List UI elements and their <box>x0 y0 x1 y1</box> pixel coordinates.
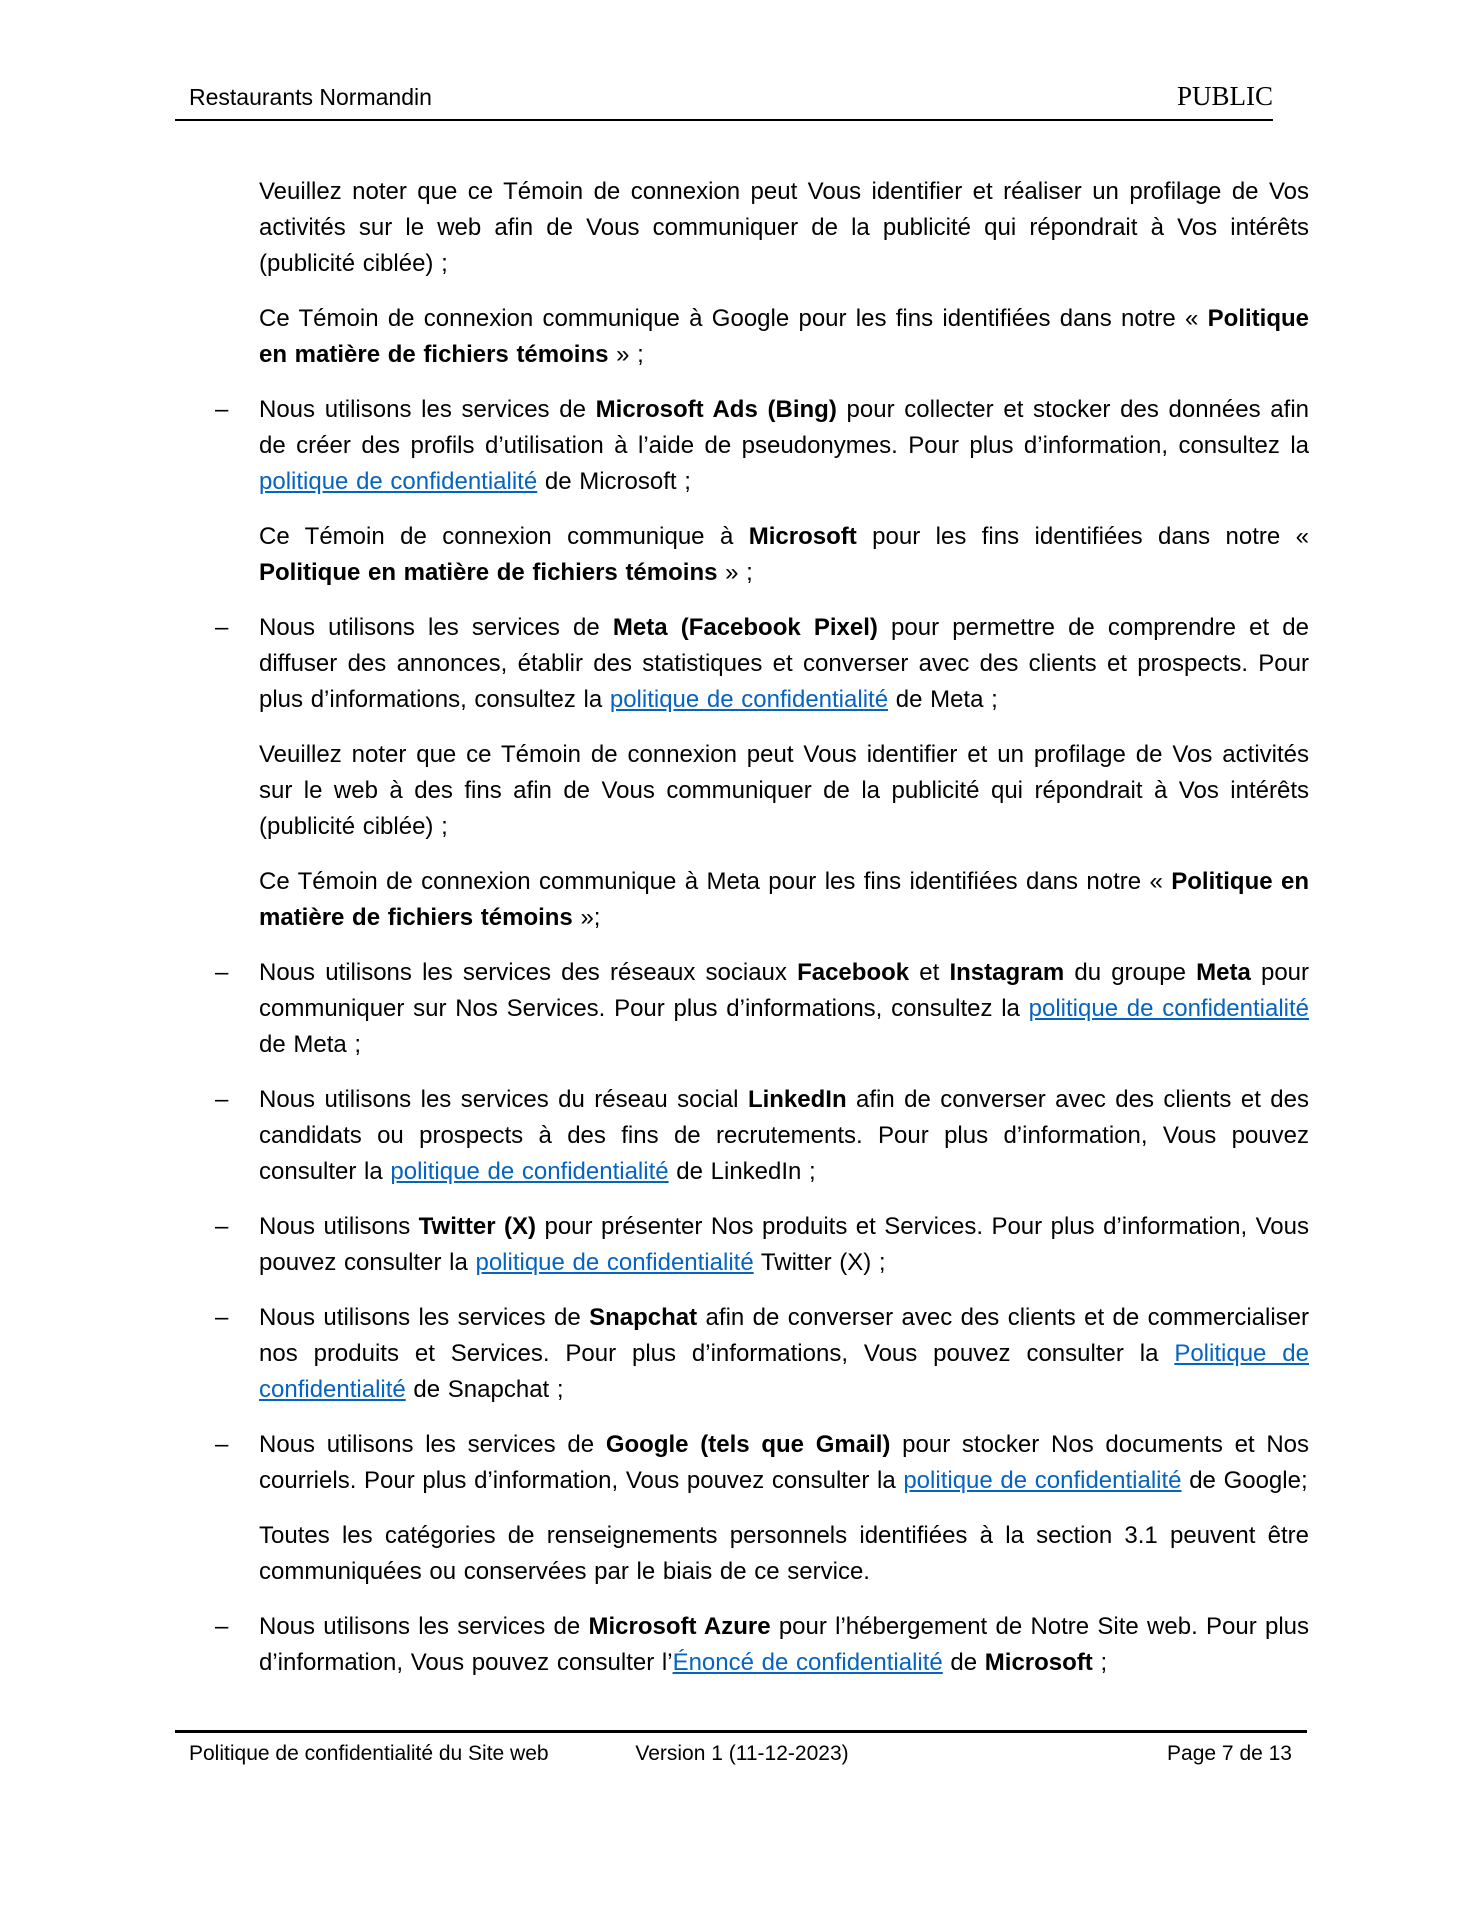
bullet-item <box>215 1427 1309 1499</box>
bullet-dash-icon: – <box>215 1304 229 1331</box>
text-run: Ce Témoin de connexion communique à <box>259 523 749 550</box>
text-run: Nous utilisons les services de <box>259 614 613 641</box>
text-run: pour les fins identifiées dans notre « <box>856 523 1309 550</box>
footer-document-title: Politique de confidentialité du Site web <box>189 1742 549 1765</box>
text-run: pour permettre de comprendre et de diffuser des annonces, établir des statistiques et converser avec des clients et prospects. Pour plus d’informations, consultez la <box>259 614 1309 713</box>
text-run: ; <box>1092 1649 1108 1676</box>
bullet-dash-icon: – <box>215 959 229 986</box>
bullet-item <box>215 610 1309 718</box>
bullet-dash-icon: – <box>215 1213 229 1240</box>
footer-version: Version 1 (11-12-2023) <box>635 1742 849 1765</box>
bullet-dash-icon: – <box>215 1613 229 1640</box>
bullet-item <box>215 1609 1309 1681</box>
privacy-policy-link[interactable]: Politique de confidentialité <box>259 1340 1309 1403</box>
bold-text-run: Politique en matière de fichiers témoins <box>259 305 1309 368</box>
text-run: Veuillez noter que ce Témoin de connexion peut Vous identifier et réaliser un profilage de Vos activités sur le web afin de Vous communiquer de la publicité qui répondrait à Vos intérêts (publicité ciblée) ; <box>259 178 1309 277</box>
bold-text-run: Microsoft <box>748 523 857 550</box>
text-run: de <box>942 1649 985 1676</box>
bold-text-run: LinkedIn <box>747 1086 847 1113</box>
text-run: Nous utilisons les services des réseaux sociaux <box>259 959 798 986</box>
text-run: du groupe <box>1064 959 1197 986</box>
bold-text-run: Google (tels que Gmail) <box>605 1431 891 1458</box>
privacy-policy-link[interactable]: politique de confidentialité <box>390 1158 669 1185</box>
text-run: pour collecter et stocker des données afin de créer des profils d’utilisation à l’aide de pseudonymes. Pour plus d’information, consultez la <box>259 396 1310 459</box>
bullet-item <box>215 1209 1309 1281</box>
text-run: Nous utilisons les services de <box>259 396 596 423</box>
bullet-dash-icon: – <box>215 1086 229 1113</box>
text-run: pour présenter Nos produits et Services. Pour plus d’information, Vous pouvez consulter la <box>259 1213 1309 1276</box>
text-run: afin de converser avec des clients et des candidats ou prospects à des fins de recrutements. Pour plus d’information, Vous pouvez consulter la <box>259 1086 1309 1185</box>
footer-page-number: Page 7 de 13 <box>1167 1742 1292 1765</box>
body-paragraph <box>259 864 1309 936</box>
body-paragraph <box>259 174 1309 282</box>
text-run: de Meta ; <box>888 686 998 713</box>
bold-text-run: Microsoft <box>984 1649 1093 1676</box>
text-run: » ; <box>717 559 753 586</box>
text-run: Toutes les catégories de renseignements personnels identifiées à la section 3.1 peuvent être communiquées ou conservées par le biais de ce service. <box>259 1522 1309 1585</box>
text-run: Veuillez noter que ce Témoin de connexion peut Vous identifier et un profilage de Vos activités sur le web à des fins afin de Vous communiquer de la publicité qui répondrait à Vos intérêts (publicité ciblée) ; <box>259 741 1309 840</box>
text-run: de Meta ; <box>259 1031 362 1058</box>
bullet-item <box>215 1300 1309 1408</box>
text-run: Nous utilisons les services de <box>259 1431 606 1458</box>
bold-text-run: Politique en matière de fichiers témoins <box>259 559 718 586</box>
bullet-dash-icon: – <box>215 396 229 423</box>
privacy-policy-link[interactable]: politique de confidentialité <box>475 1249 754 1276</box>
text-run: pour communiquer sur Nos Services. Pour plus d’informations, consultez la <box>259 959 1310 1022</box>
bullet-dash-icon: – <box>215 1431 229 1458</box>
bold-text-run: Instagram <box>949 959 1065 986</box>
text-run: Nous utilisons les services de <box>259 1304 590 1331</box>
text-run: Twitter (X) ; <box>753 1249 886 1276</box>
document-body <box>215 174 1310 1700</box>
bold-text-run: Twitter (X) <box>418 1213 537 1240</box>
text-run: Nous utilisons <box>259 1213 419 1240</box>
bullet-item <box>215 955 1310 1063</box>
header-rule <box>175 119 1273 121</box>
privacy-policy-link[interactable]: politique de confidentialité <box>259 468 538 495</box>
bold-text-run: Meta <box>1196 959 1251 986</box>
bold-text-run: Facebook <box>797 959 910 986</box>
privacy-policy-link[interactable]: politique de confidentialité <box>1028 995 1310 1022</box>
text-run: de Google; <box>1181 1467 1308 1494</box>
text-run: » ; <box>608 341 644 368</box>
bullet-item <box>215 392 1310 500</box>
text-run: pour stocker Nos documents et Nos courriels. Pour plus d’information, Vous pouvez consulter la <box>259 1431 1309 1494</box>
footer-rule <box>175 1730 1307 1733</box>
privacy-policy-link[interactable]: politique de confidentialité <box>903 1467 1182 1494</box>
header-company-title: Restaurants Normandin <box>189 84 432 110</box>
bold-text-run: Meta (Facebook Pixel) <box>612 614 878 641</box>
text-run: et <box>909 959 950 986</box>
body-paragraph <box>259 737 1309 845</box>
text-run: de Microsoft ; <box>537 468 691 495</box>
body-paragraph <box>259 1518 1309 1590</box>
bold-text-run: Snapchat <box>589 1304 698 1331</box>
bold-text-run: Microsoft Ads (Bing) <box>595 396 837 423</box>
text-run: afin de converser avec des clients et de commercialiser nos produits et Services. Pour plus d’informations, Vous pouvez consulter la <box>259 1304 1309 1367</box>
text-run: Nous utilisons les services du réseau social <box>259 1086 748 1113</box>
bullet-item <box>215 1082 1309 1190</box>
bold-text-run: Microsoft Azure <box>588 1613 771 1640</box>
text-run: de Snapchat ; <box>405 1376 564 1403</box>
text-run: de LinkedIn ; <box>668 1158 816 1185</box>
privacy-policy-link[interactable]: politique de confidentialité <box>609 686 889 713</box>
body-paragraph <box>259 301 1309 373</box>
bullet-dash-icon: – <box>215 614 229 641</box>
text-run: Ce Témoin de connexion communique à Meta pour les fins identifiées dans notre « <box>259 868 1172 895</box>
body-paragraph <box>259 519 1309 591</box>
text-run: pour l’hébergement de Notre Site web. Pour plus d’information, Vous pouvez consulter l’ <box>259 1613 1309 1676</box>
privacy-policy-link[interactable]: Énoncé de confidentialité <box>672 1649 943 1676</box>
bold-text-run: Politique en matière de fichiers témoins <box>259 868 1309 931</box>
header-classification-label: PUBLIC <box>1176 81 1273 111</box>
text-run: Nous utilisons les services de <box>259 1613 589 1640</box>
text-run: »; <box>572 904 601 931</box>
text-run: Ce Témoin de connexion communique à Google pour les fins identifiées dans notre « <box>259 305 1208 332</box>
